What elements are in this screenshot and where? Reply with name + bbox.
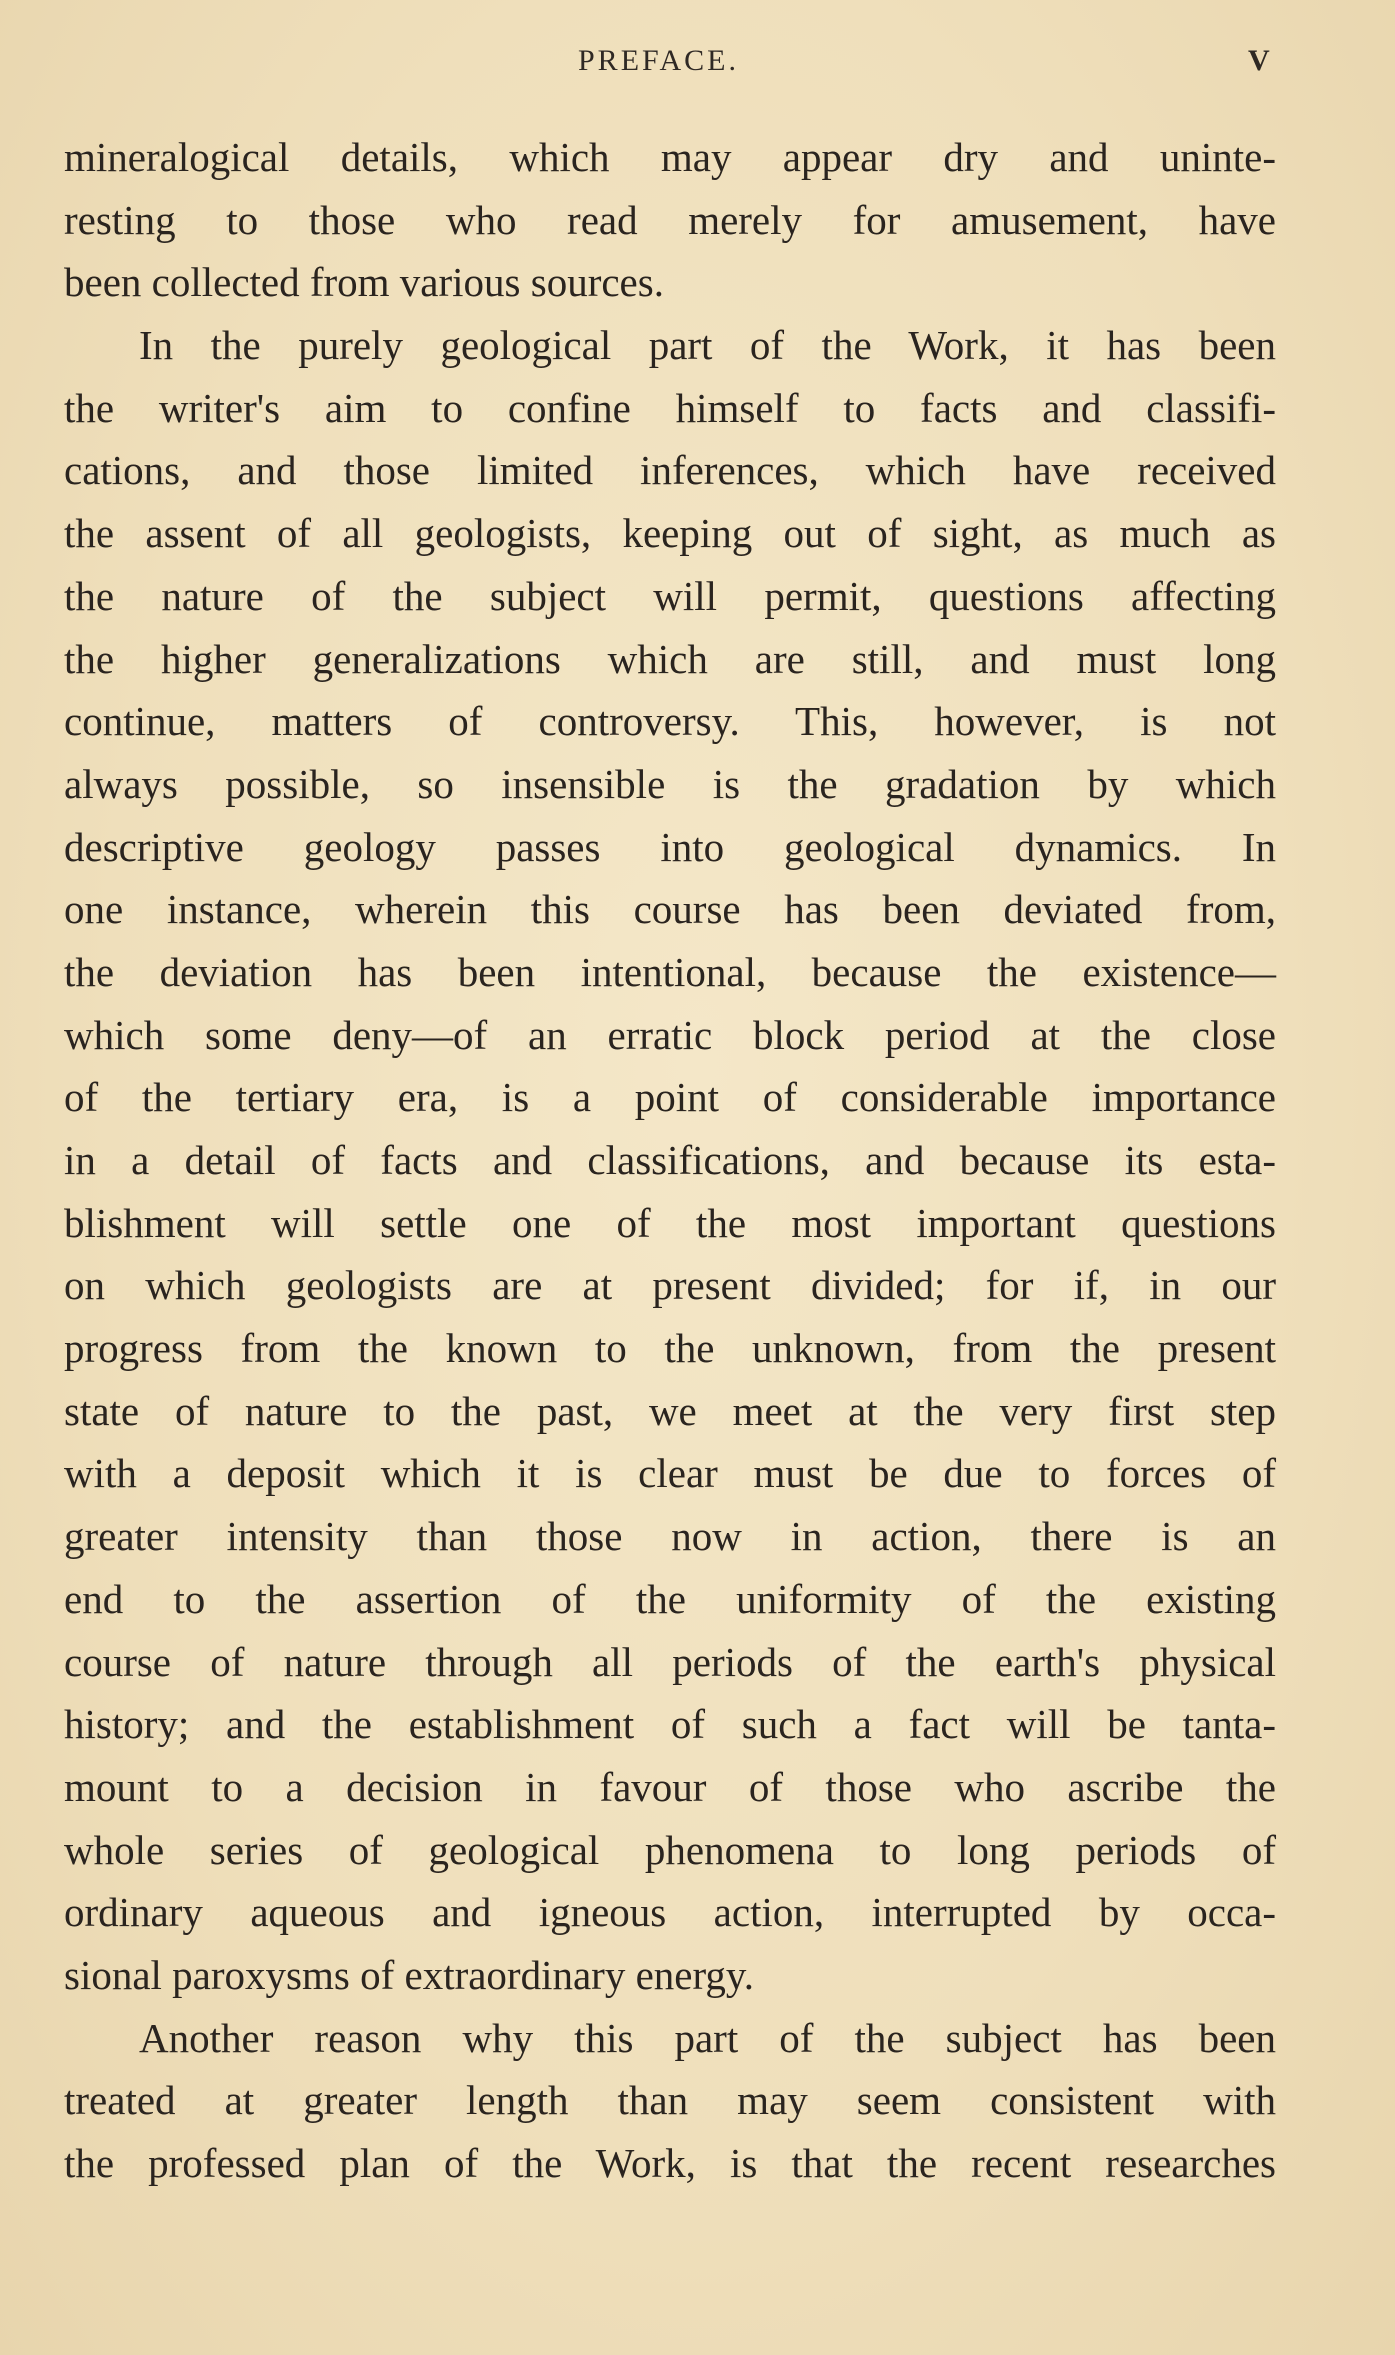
- text-line: the writer's aim to confine himself to facts and classifi-: [64, 384, 1276, 431]
- text-line: mount to a decision in favour of those who ascribe the: [64, 1763, 1276, 1810]
- text-line: resting to those who read merely for amusement, have: [64, 196, 1276, 243]
- text-line: on which geologists are at present divided; for if, in our: [64, 1262, 1276, 1309]
- text-line: the deviation has been intentional, because the existence—: [64, 948, 1276, 995]
- text-line: always possible, so insensible is the gradation by which: [64, 760, 1276, 807]
- text-line: which some deny—of an erratic block period at the close: [64, 1011, 1276, 1058]
- text-line: the nature of the subject will permit, questions affecting: [64, 572, 1276, 619]
- text-line: the higher generalizations which are still, and must long: [64, 635, 1276, 682]
- text-line: progress from the known to the unknown, from the present: [64, 1325, 1276, 1372]
- text-line: Another reason why this part of the subject has been: [139, 2014, 1276, 2061]
- text-line: whole series of geological phenomena to long periods of: [64, 1826, 1276, 1873]
- text-line: end to the assertion of the uniformity of the existing: [64, 1575, 1276, 1622]
- text-line: mineralogical details, which may appear dry and uninte-: [64, 134, 1276, 180]
- text-line: the professed plan of the Work, is that the recent researches: [64, 2140, 1276, 2186]
- text-line: descriptive geology passes into geological dynamics. In: [64, 823, 1276, 870]
- text-line: sional paroxysms of extraordinary energy.: [64, 1951, 754, 1998]
- text-line: state of nature to the past, we meet at the very first step: [64, 1387, 1276, 1434]
- text-line: course of nature through all periods of the earth's physical: [64, 1638, 1276, 1685]
- text-line: treated at greater length than may seem consistent with: [64, 2077, 1276, 2124]
- text-line: In the purely geological part of the Work, it has been: [139, 322, 1276, 369]
- text-line: in a detail of facts and classifications, and because its esta-: [64, 1137, 1276, 1183]
- page-number: V: [1248, 44, 1270, 77]
- text-line: continue, matters of controversy. This, however, is not: [64, 698, 1276, 745]
- running-title: PREFACE.: [578, 44, 739, 77]
- text-line: history; and the establishment of such a fact will be tanta-: [64, 1701, 1276, 1748]
- text-line: the assent of all geologists, keeping out of sight, as much as: [64, 510, 1276, 557]
- text-line: been collected from various sources.: [64, 259, 664, 306]
- page-header: [0, 44, 1395, 84]
- text-line: one instance, wherein this course has been deviated from,: [64, 886, 1276, 933]
- text-line: cations, and those limited inferences, which have received: [64, 447, 1276, 494]
- text-line: blishment will settle one of the most important questions: [64, 1199, 1276, 1246]
- text-line: ordinary aqueous and igneous action, interrupted by occa-: [64, 1889, 1276, 1936]
- body-text: [64, 126, 1276, 2195]
- text-line: greater intensity than those now in action, there is an: [64, 1513, 1276, 1560]
- text-line: with a deposit which it is clear must be due to forces of: [64, 1450, 1276, 1497]
- text-line: of the tertiary era, is a point of considerable importance: [64, 1074, 1276, 1121]
